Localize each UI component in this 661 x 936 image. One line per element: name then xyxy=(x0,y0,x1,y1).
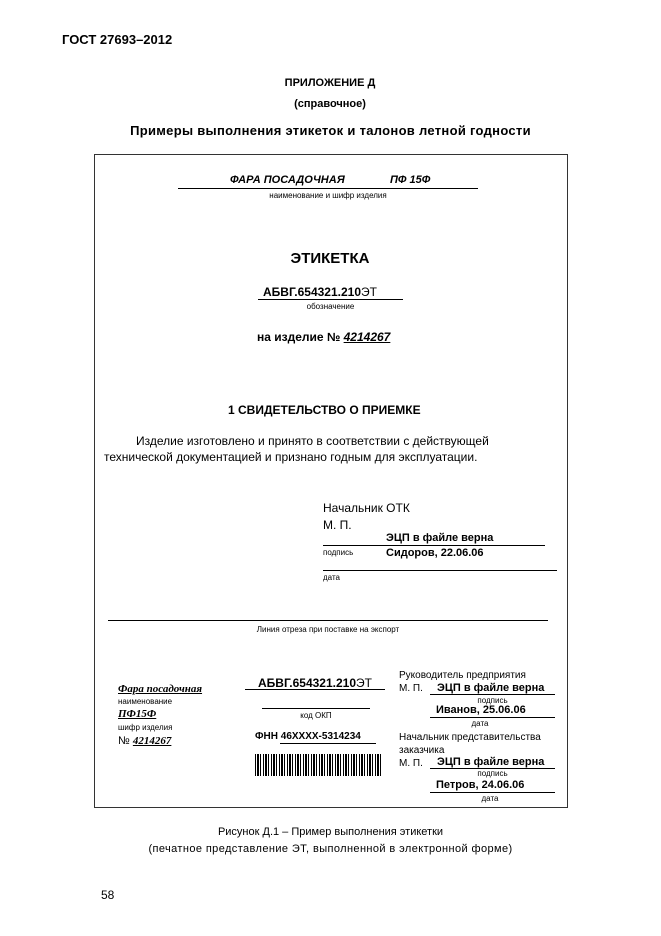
item-prefix: на изделие № xyxy=(257,330,341,344)
stub-rep-line-1: Начальник представительства xyxy=(399,732,541,743)
stub-head-title: Руководитель предприятия xyxy=(399,670,526,681)
stub-product-name: Фара посадочная xyxy=(118,683,203,695)
otk-title: Начальник ОТК xyxy=(323,501,410,515)
item-number: 4214267 xyxy=(343,330,391,344)
stub-okp-line xyxy=(262,708,370,709)
designation-main: АБВГ.654321.210 xyxy=(263,285,361,299)
stub-fnn-underline xyxy=(280,743,376,744)
stub-okp-caption: код ОКП xyxy=(300,711,332,720)
stub-code-caption: шифр изделия xyxy=(118,723,173,732)
stub-designation-main: АБВГ.654321.210 xyxy=(258,676,356,690)
stub-designation xyxy=(258,676,372,690)
otk-date-caption: дата xyxy=(323,573,340,582)
stub-sig-caption-2: подпись xyxy=(477,769,508,778)
stub-rep-line-2: заказчика xyxy=(399,745,445,756)
page-number: 58 xyxy=(101,888,115,902)
designation-suffix: ЭТ xyxy=(361,285,377,299)
stub-rep-mp: М. П. xyxy=(399,758,423,769)
stub-ecp-1: ЭЦП в файле верна xyxy=(437,682,545,694)
cut-line-caption: Линия отреза при поставке на экспорт xyxy=(256,625,400,634)
product-code: ПФ 15Ф xyxy=(390,174,431,186)
stub-signer-1: Иванов, 25.06.06 xyxy=(436,704,526,716)
otk-signature-line xyxy=(323,545,545,546)
product-caption: наименование и шифр изделия xyxy=(269,191,387,200)
stub-designation-suffix: ЭТ xyxy=(356,676,372,690)
otk-signer: Сидоров, 22.06.06 xyxy=(386,547,484,559)
stub-designation-underline xyxy=(245,689,385,690)
stub-fnn: ФНН 46ХХХХ-5314234 xyxy=(255,731,361,742)
item-number-line xyxy=(257,330,390,344)
product-underline xyxy=(178,188,478,189)
stub-signer-2: Петров, 24.06.06 xyxy=(436,779,525,791)
stub-mp: М. П. xyxy=(399,683,423,694)
stub-number-line xyxy=(118,735,171,747)
figure-subcaption: (печатное представление ЭТ, выполненной в электронной форме) xyxy=(148,843,513,855)
designation-underline xyxy=(258,299,403,300)
standard-number: ГОСТ 27693–2012 xyxy=(62,32,173,47)
otk-ecp: ЭЦП в файле верна xyxy=(386,532,494,544)
designation-caption: обозначение xyxy=(306,302,355,311)
barcode xyxy=(255,754,383,776)
stub-date-line-1 xyxy=(430,717,555,718)
stub-date-line-2 xyxy=(430,792,555,793)
appendix-heading: Примеры выполнения этикеток и талонов летной годности xyxy=(130,123,531,138)
stub-number: 4214267 xyxy=(132,735,172,747)
stub-sig-caption-1: подпись xyxy=(477,696,508,705)
otk-signature-caption: подпись xyxy=(323,548,354,557)
body-line-1: Изделие изготовлено и принято в соответствии с действующей xyxy=(136,434,489,448)
stub-number-prefix: № xyxy=(118,735,130,747)
product-name: ФАРА ПОСАДОЧНАЯ xyxy=(230,174,345,186)
document-title: ЭТИКЕТКА xyxy=(290,250,370,267)
section-title: 1 СВИДЕТЕЛЬСТВО О ПРИЕМКЕ xyxy=(228,403,421,417)
body-line-2: технической документацией и признано годным для эксплуатации. xyxy=(104,450,478,464)
stub-ecp-2: ЭЦП в файле верна xyxy=(437,756,545,768)
stub-name-caption: наименование xyxy=(118,697,173,706)
designation xyxy=(263,285,377,299)
appendix-title: ПРИЛОЖЕНИЕ Д xyxy=(284,77,376,89)
stub-product-code: ПФ15Ф xyxy=(118,708,157,720)
stub-sig-line-1 xyxy=(430,694,555,695)
figure-caption: Рисунок Д.1 – Пример выполнения этикетки xyxy=(217,826,444,838)
stub-date-caption-2: дата xyxy=(481,794,499,803)
appendix-subtitle: (справочное) xyxy=(294,98,366,110)
cut-line xyxy=(108,620,548,621)
stub-date-caption-1: дата xyxy=(471,719,489,728)
otk-mp: М. П. xyxy=(323,518,352,532)
otk-date-line xyxy=(323,570,557,571)
